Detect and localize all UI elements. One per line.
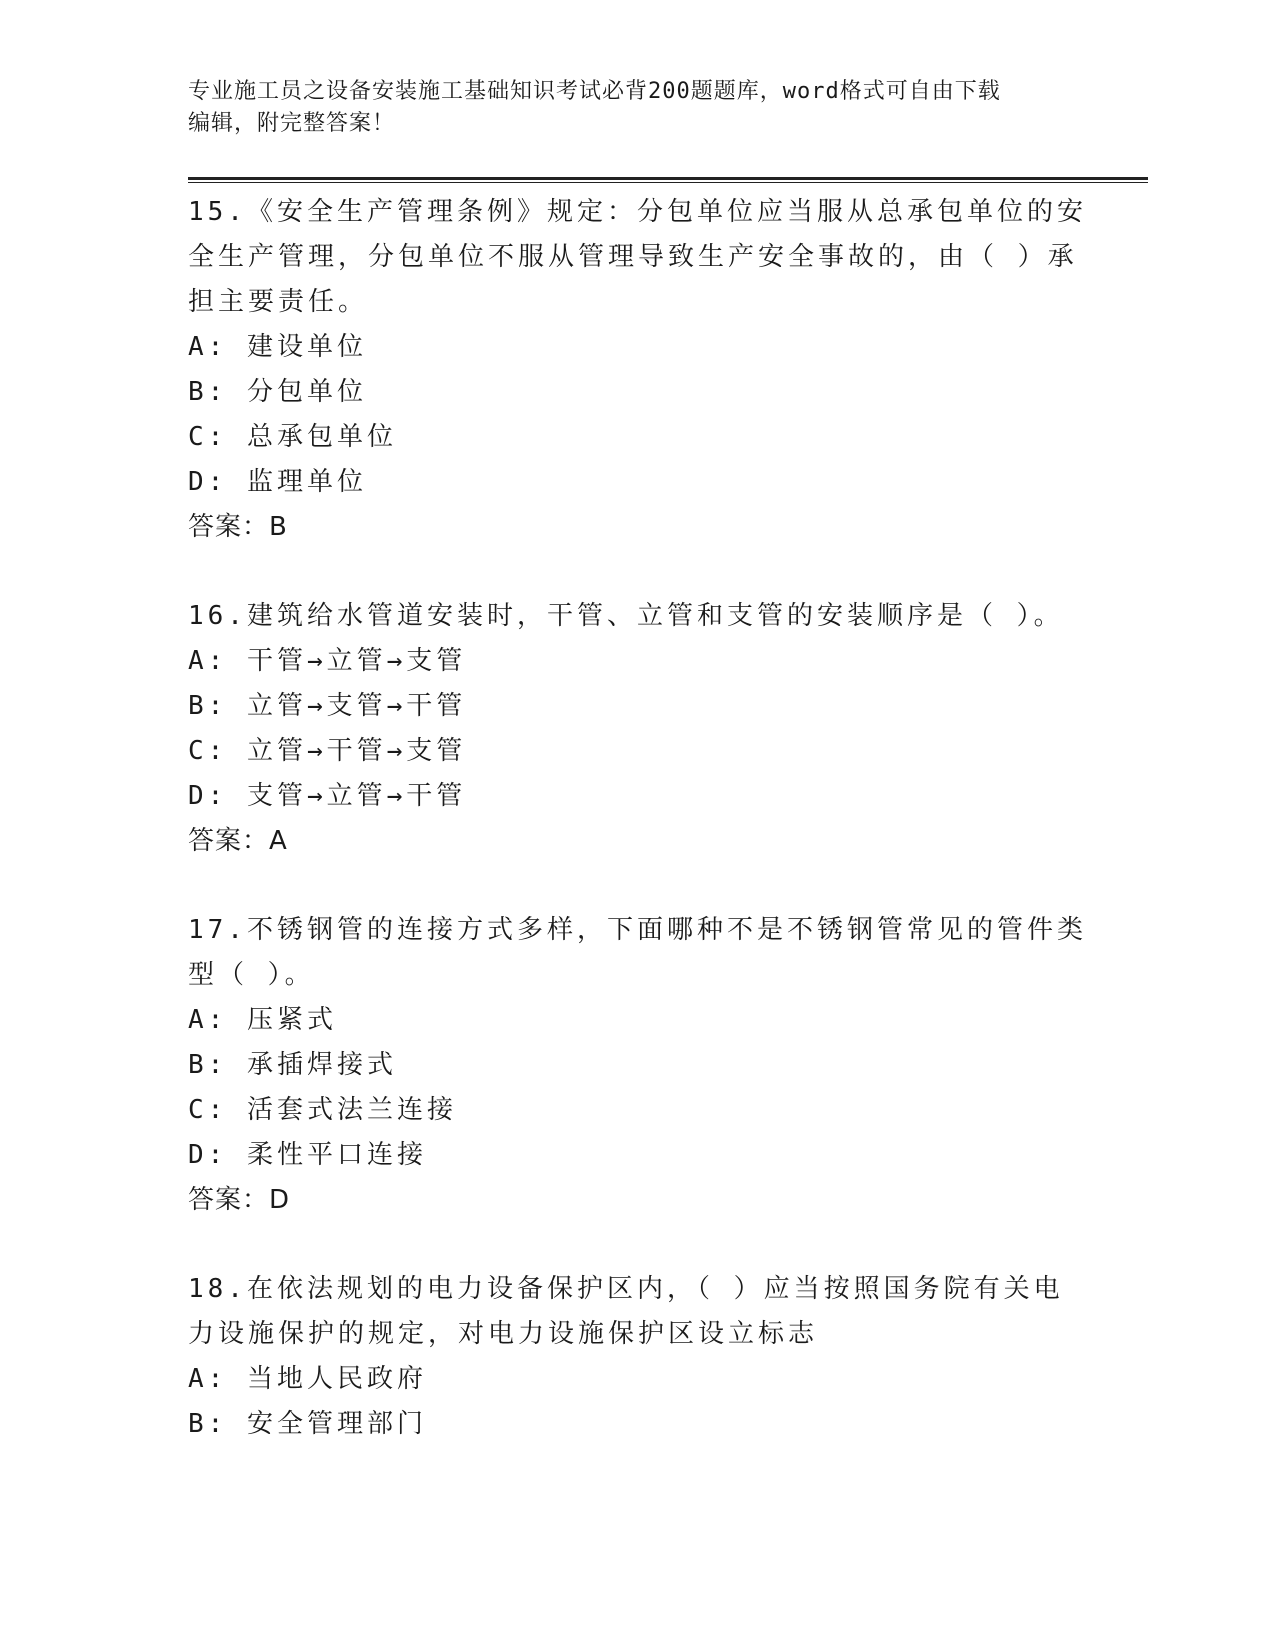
question-17: [188, 908, 1088, 1223]
answer-line: 答案：A: [188, 826, 288, 856]
question-16: [188, 594, 1088, 864]
document-header: [188, 76, 1088, 140]
question-18: [188, 1267, 1088, 1447]
option-c: C: 立管→干管→支管: [188, 736, 467, 766]
option-b: B: 分包单位: [188, 377, 367, 407]
option-a: A: 当地人民政府: [188, 1364, 427, 1394]
option-b: B: 立管→支管→干管: [188, 691, 467, 721]
answer-line: 答案：B: [188, 512, 288, 542]
option-d: D: 支管→立管→干管: [188, 781, 467, 811]
question-stem: 15.《安全生产管理条例》规定：分包单位应当服从总承包单位的安全生产管理，分包单位不服从管理导致生产安全事故的，由（ ）承担主要责任。: [188, 197, 1087, 317]
option-a: A: 建设单位: [188, 332, 367, 362]
question-stem: 18.在依法规划的电力设备保护区内，（ ）应当按照国务院有关电力设施保护的规定，对电力设施保护区设立标志: [188, 1274, 1064, 1349]
option-a: A: 压紧式: [188, 1005, 337, 1035]
option-c: C: 活套式法兰连接: [188, 1095, 457, 1125]
header-line-2: 编辑，附完整答案！: [188, 111, 396, 136]
answer-line: 答案：D: [188, 1185, 291, 1215]
option-d: D: 监理单位: [188, 467, 367, 497]
question-15: [188, 190, 1088, 550]
question-stem: 16.建筑给水管道安装时，干管、立管和支管的安装顺序是（ ）。: [188, 601, 1064, 631]
header-line-1: 专业施工员之设备安装施工基础知识考试必背200题题库，word格式可自由下载: [188, 79, 1001, 104]
header-divider-thick: [188, 177, 1148, 180]
option-d: D: 柔性平口连接: [188, 1140, 427, 1170]
question-stem: 17.不锈钢管的连接方式多样，下面哪种不是不锈钢管常见的管件类型（ ）。: [188, 915, 1087, 990]
question-list: [188, 190, 1088, 1491]
option-b: B: 安全管理部门: [188, 1409, 427, 1439]
option-b: B: 承插焊接式: [188, 1050, 397, 1080]
header-divider-thin: [188, 182, 1148, 183]
option-a: A: 干管→立管→支管: [188, 646, 467, 676]
option-c: C: 总承包单位: [188, 422, 397, 452]
